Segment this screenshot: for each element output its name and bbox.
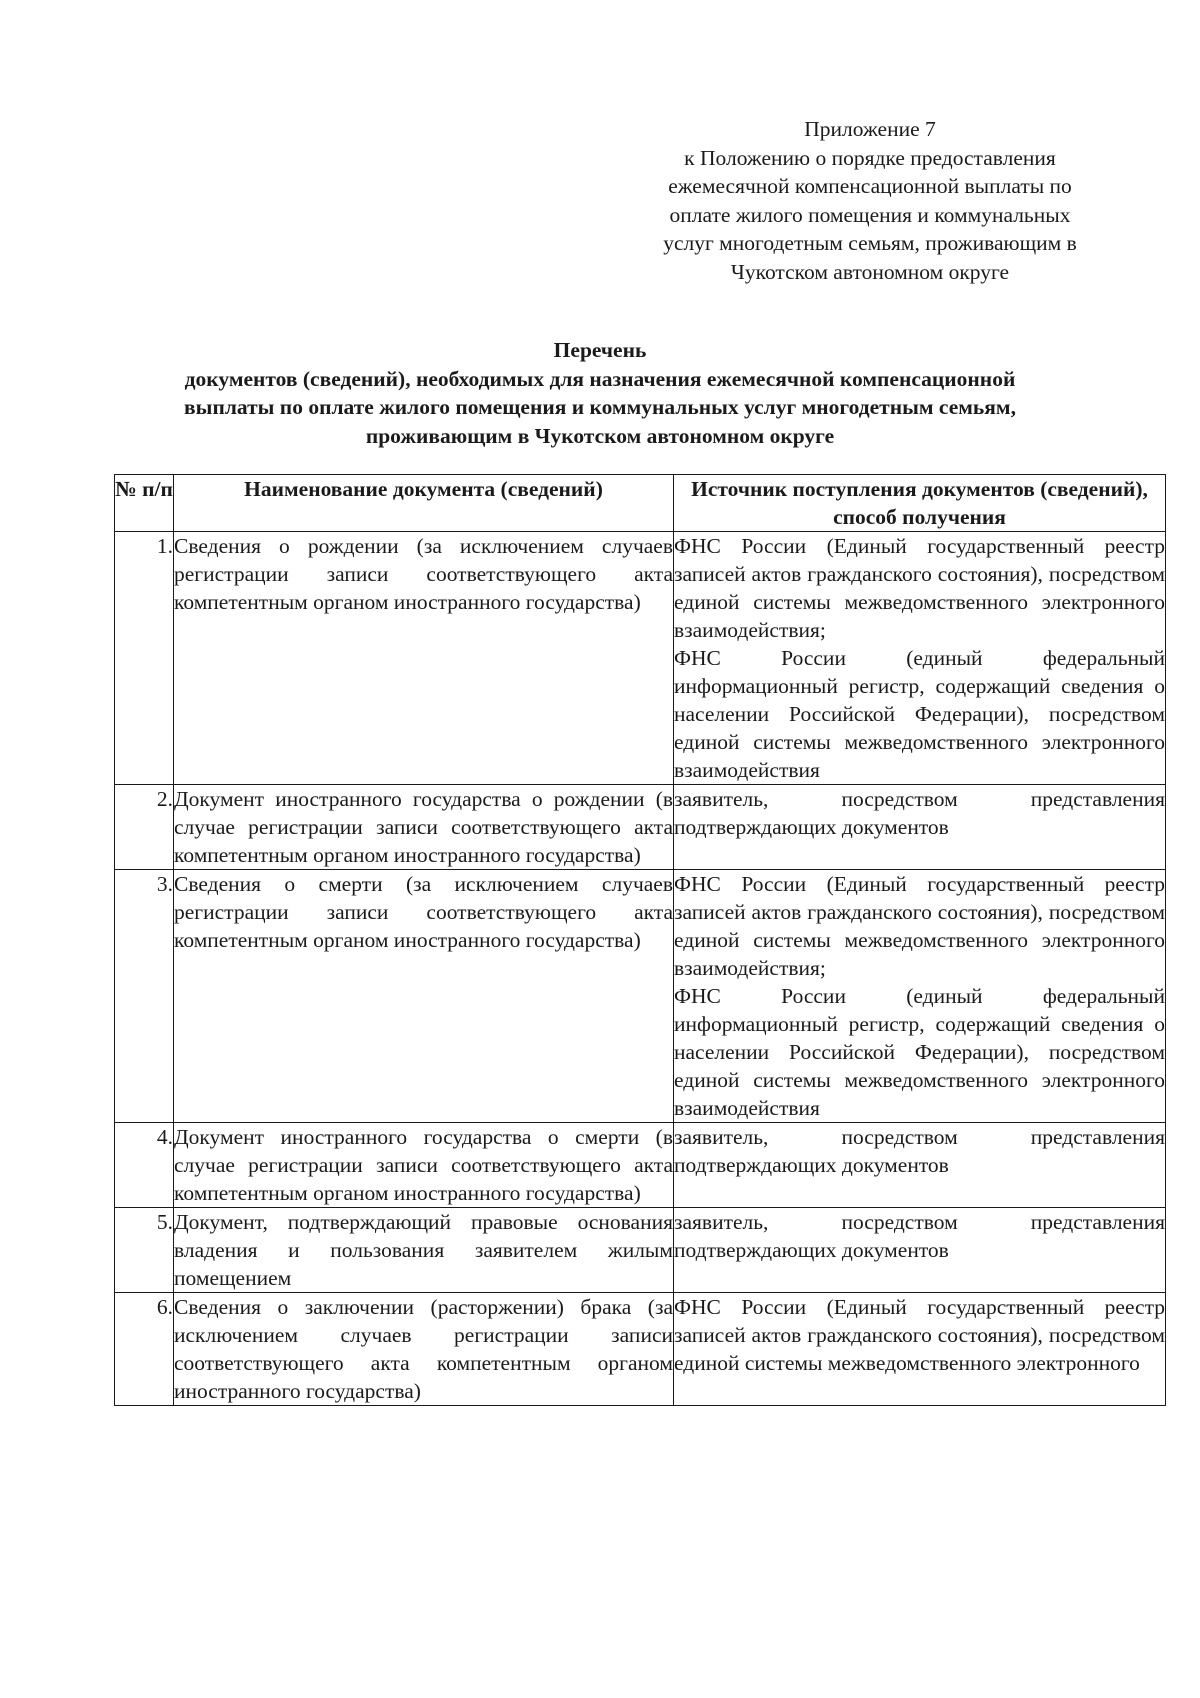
title-subtitle-line: документов (сведений), необходимых для назначения ежемесячной компенсационной <box>184 366 1016 391</box>
table-row <box>115 532 1166 785</box>
annex-block <box>636 115 1104 286</box>
row-source <box>674 1123 1166 1208</box>
row-source <box>674 870 1166 1123</box>
row-number: 6. <box>115 1293 174 1406</box>
row-source <box>674 532 1166 785</box>
source-paragraph: заявитель, посредством представления подтверждающих документов <box>674 1125 1165 1177</box>
annex-line: ежемесячной компенсационной выплаты по <box>668 174 1072 198</box>
row-document-name: Документ, подтверждающий правовые основания владения и пользования заявителем жилым помещением <box>174 1208 674 1293</box>
annex-line: к Положению о порядке предоставления <box>684 145 1056 170</box>
table-header-row <box>115 475 1166 532</box>
source-paragraph: ФНС России (Единый государственный реестр записей актов гражданского состояния), посредством единой системы межведомственного электронного взаимодействия; <box>674 872 1165 980</box>
row-number: 4. <box>115 1123 174 1208</box>
source-paragraph: заявитель, посредством представления подтверждающих документов <box>674 1210 1165 1262</box>
row-document-name: Сведения о смерти (за исключением случаев регистрации записи соответствующего акта компетентным органом иностранного государства) <box>174 870 674 1123</box>
row-number: 2. <box>115 785 174 870</box>
row-source <box>674 785 1166 870</box>
row-source <box>674 1208 1166 1293</box>
table-row <box>115 1293 1166 1406</box>
document-title <box>150 336 1050 450</box>
source-paragraph: ФНС России (единый федеральный информационный регистр, содержащий сведения о населении Российской Федерации), посредством единой системы межведомственного электронного взаимодействия <box>674 646 1165 782</box>
row-document-name: Документ иностранного государства о рождении (в случае регистрации записи соответствующего акта компетентным органом иностранного государства) <box>174 785 674 870</box>
header-source: Источник поступления документов (сведений), способ получения <box>674 475 1166 532</box>
annex-line: услуг многодетным семьям, проживающим в <box>663 231 1077 255</box>
title-subtitle-line: проживающим в Чукотском автономном округе <box>365 423 835 448</box>
row-number: 1. <box>115 532 174 785</box>
annex-line: оплате жилого помещения и коммунальных <box>669 202 1071 227</box>
table-row <box>115 870 1166 1123</box>
row-number: 3. <box>115 870 174 1123</box>
source-paragraph: ФНС России (Единый государственный реестр записей актов гражданского состояния), посредством единой системы межведомственного электронного <box>674 1295 1165 1375</box>
source-paragraph: ФНС России (единый федеральный информационный регистр, содержащий сведения о населении Российской Федерации), посредством единой системы межведомственного электронного взаимодействия <box>674 984 1165 1120</box>
source-paragraph: заявитель, посредством представления подтверждающих документов <box>674 787 1165 839</box>
row-number: 5. <box>115 1208 174 1293</box>
table-row <box>115 1123 1166 1208</box>
row-document-name: Сведения о заключении (расторжении) брака (за исключением случаев регистрации записи соответствующего акта компетентным органом иностранного государства) <box>174 1293 674 1406</box>
title-heading: Перечень <box>553 338 647 362</box>
source-paragraph: ФНС России (Единый государственный реестр записей актов гражданского состояния), посредством единой системы межведомственного электронного взаимодействия; <box>674 534 1165 642</box>
row-document-name: Сведения о рождении (за исключением случаев регистрации записи соответствующего акта компетентным органом иностранного государства) <box>174 532 674 785</box>
row-document-name: Документ иностранного государства о смерти (в случае регистрации записи соответствующего акта компетентным органом иностранного государства) <box>174 1123 674 1208</box>
title-subtitle-line: выплаты по оплате жилого помещения и коммунальных услуг многодетным семьям, <box>184 395 1016 419</box>
annex-line: Чукотском автономном округе <box>730 259 1010 284</box>
header-number: № п/п <box>115 475 174 532</box>
table-row <box>115 1208 1166 1293</box>
documents-table <box>114 474 1166 1406</box>
table-row <box>115 785 1166 870</box>
row-source <box>674 1293 1166 1406</box>
annex-line: Приложение 7 <box>804 117 936 141</box>
header-document-name: Наименование документа (сведений) <box>174 475 674 532</box>
